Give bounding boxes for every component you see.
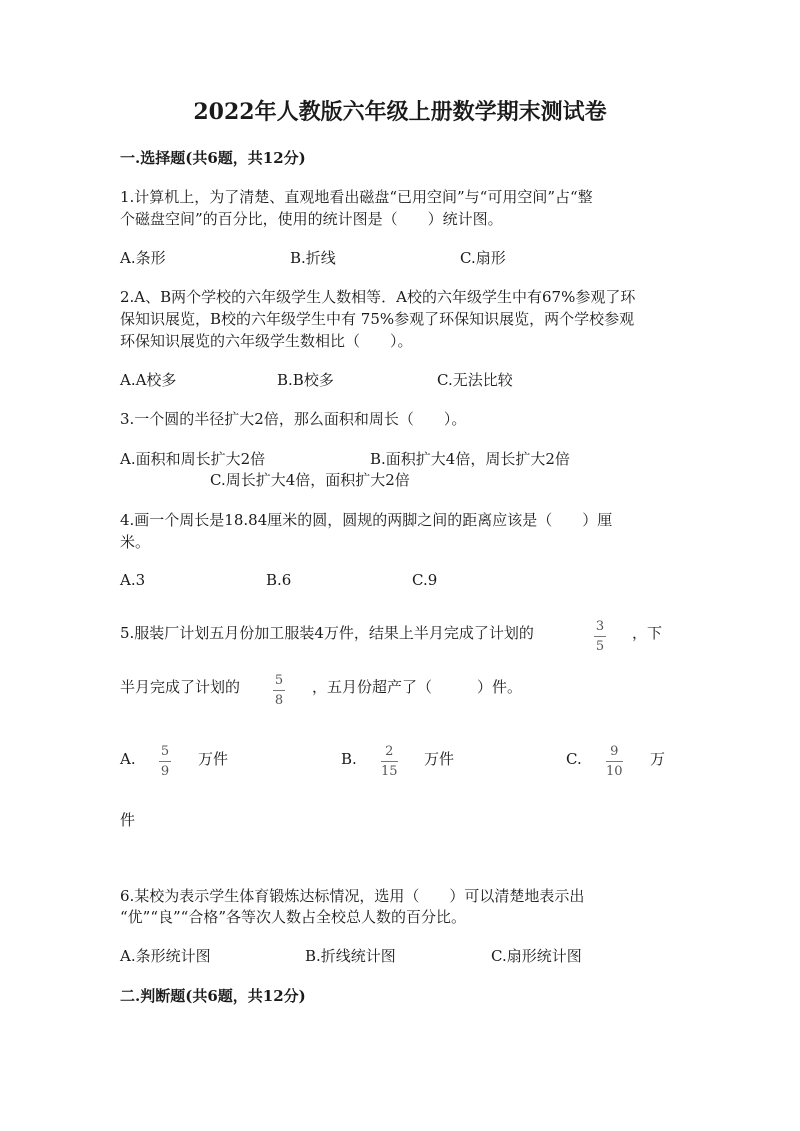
fraction-denominator: 15 bbox=[381, 764, 398, 779]
question-2-line-1: 2.A、B两个学校的六年级学生人数相等．A校的六年级学生中有67%参观了环 bbox=[120, 288, 636, 306]
question-5-option-c-unit: 万 bbox=[650, 750, 666, 768]
question-6-option-c: C.扇形统计图 bbox=[491, 947, 582, 965]
question-1-line-2: 个磁盘空间”的百分比，使用的统计图是（ ）统计图。 bbox=[120, 210, 503, 228]
fraction-denominator: 10 bbox=[606, 764, 623, 779]
question-5-part-4: ，五月份超产了（ ）件。 bbox=[312, 678, 523, 696]
question-3-option-c: C.周长扩大4倍，面积扩大2倍 bbox=[210, 471, 410, 489]
question-5-option-b-unit: 万件 bbox=[424, 750, 455, 768]
section-heading-judgement: 二.判断题(共6题，共12分) bbox=[120, 987, 306, 1005]
question-4-option-a: A.3 bbox=[120, 571, 146, 589]
page-title: 2022年人教版六年级上册数学期末测试卷 bbox=[193, 99, 607, 125]
question-2-line-2: 保知识展览，B校的六年级学生中有 75%参观了环保知识展览，两个学校参观 bbox=[120, 310, 635, 328]
section-heading-choice: 一.选择题(共6题，共12分) bbox=[120, 149, 306, 167]
question-2-option-a: A.A校多 bbox=[120, 371, 177, 389]
question-1-line-1: 1.计算机上，为了清楚、直观地看出磁盘“已用空间”与“可用空间”占“整 bbox=[120, 188, 593, 206]
question-1-option-c: C.扇形 bbox=[460, 249, 506, 267]
fraction-numerator: 5 bbox=[274, 673, 284, 688]
question-4-line-2: 米。 bbox=[120, 533, 151, 551]
question-5-option-c-label: C. bbox=[566, 750, 582, 768]
question-5-option-c-wrap: 件 bbox=[120, 811, 136, 829]
question-6-option-a: A.条形统计图 bbox=[120, 947, 211, 965]
question-5-part-3: 半月完成了计划的 bbox=[120, 678, 241, 696]
question-5-option-b-label: B. bbox=[341, 750, 357, 768]
question-3-line-1: 3.一个圆的半径扩大2倍，那么面积和周长（ ）。 bbox=[120, 410, 467, 428]
fraction-five-eighths bbox=[273, 673, 285, 708]
question-6-option-b: B.折线统计图 bbox=[305, 947, 396, 965]
question-1-option-b: B.折线 bbox=[290, 249, 336, 267]
question-5-part-1: 5.服装厂计划五月份加工服装4万件，结果上半月完成了计划的 bbox=[120, 624, 534, 642]
question-6-line-1: 6.某校为表示学生体育锻炼达标情况，选用（ ）可以清楚地表示出 bbox=[120, 887, 585, 905]
fraction-nine-tenths bbox=[606, 744, 623, 779]
question-4-line-1: 4.画一个周长是18.84厘米的圆，圆规的两脚之间的距离应该是（ ）厘 bbox=[120, 511, 613, 529]
fraction-numerator: 2 bbox=[385, 744, 394, 759]
question-4-option-c: C.9 bbox=[412, 571, 438, 589]
question-4-option-b: B.6 bbox=[266, 571, 292, 589]
question-2-option-b: B.B校多 bbox=[277, 371, 334, 389]
fraction-denominator: 5 bbox=[595, 639, 605, 654]
fraction-numerator: 5 bbox=[160, 744, 170, 759]
fraction-numerator: 9 bbox=[610, 744, 619, 759]
fraction-five-ninths bbox=[159, 744, 171, 779]
fraction-two-fifteenths bbox=[381, 744, 398, 779]
question-2-option-c: C.无法比较 bbox=[437, 371, 513, 389]
fraction-numerator: 3 bbox=[595, 619, 605, 634]
fraction-denominator: 8 bbox=[274, 693, 284, 708]
fraction-denominator: 9 bbox=[160, 764, 170, 779]
fraction-three-fifths bbox=[594, 619, 606, 654]
question-1-option-a: A.条形 bbox=[120, 249, 166, 267]
question-6-line-2: “优”“良”“合格”各等次人数占全校总人数的百分比。 bbox=[120, 908, 467, 926]
question-5-part-2: ，下 bbox=[632, 624, 663, 642]
question-3-option-a: A.面积和周长扩大2倍 bbox=[120, 450, 266, 468]
question-5-option-a-label: A. bbox=[120, 750, 136, 768]
question-3-option-b: B.面积扩大4倍，周长扩大2倍 bbox=[370, 450, 570, 468]
question-5-option-a-unit: 万件 bbox=[198, 750, 229, 768]
question-2-line-3: 环保知识展览的六年级学生数相比（ ）。 bbox=[120, 332, 413, 350]
